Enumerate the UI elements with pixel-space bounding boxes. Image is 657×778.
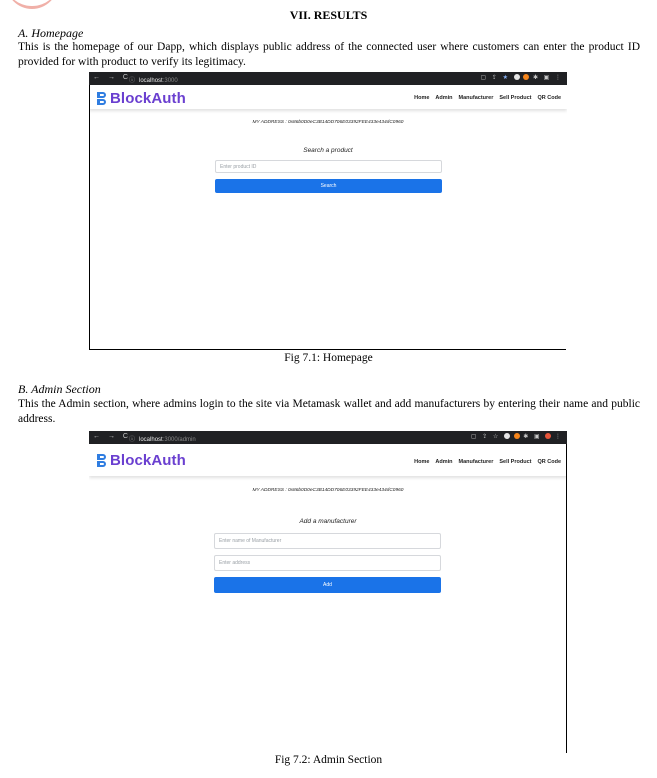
figure-caption-2: Fig 7.2: Admin Section bbox=[274, 754, 383, 766]
menu-item-manufacturer[interactable]: Manufacturer bbox=[458, 95, 494, 101]
app-header bbox=[89, 444, 567, 476]
extensions-icons[interactable]: ▢ ⇪ ★ ✱ ▣ ⋮ bbox=[480, 75, 563, 81]
menu-item-sell-product[interactable]: Sell Product bbox=[499, 95, 532, 101]
browser-toolbar bbox=[89, 431, 567, 444]
section-title: VII. RESULTS bbox=[289, 8, 368, 22]
address-bar[interactable]: ⓘ localhost:3000 bbox=[129, 78, 178, 84]
add-button[interactable]: Add bbox=[214, 577, 441, 593]
extensions-icons[interactable]: ▢ ⇪ ☆ ✱ ▣ ⋮ bbox=[470, 434, 563, 440]
brand-name: BlockAuth bbox=[110, 90, 186, 107]
app-header bbox=[89, 85, 567, 109]
browser-toolbar bbox=[89, 72, 567, 85]
figure-caption-1: Fig 7.1: Homepage bbox=[284, 352, 373, 364]
manufacturer-name-input[interactable]: Enter name of Manufacturer bbox=[214, 533, 441, 549]
nav-arrows-icon[interactable]: ← → C bbox=[93, 74, 131, 81]
nav-menu bbox=[414, 459, 561, 465]
nav-menu bbox=[414, 95, 561, 101]
homepage-heading: A. Homepage bbox=[18, 26, 84, 40]
menu-item-manufacturer[interactable]: Manufacturer bbox=[458, 459, 494, 465]
info-icon: ⓘ bbox=[129, 78, 136, 84]
frame-left-edge bbox=[89, 85, 90, 350]
nav-arrows-icon[interactable]: ← → C bbox=[93, 433, 131, 440]
menu-item-qr-code[interactable]: QR Code bbox=[537, 459, 561, 465]
menu-item-sell-product[interactable]: Sell Product bbox=[499, 459, 532, 465]
blockauth-logo-icon bbox=[97, 454, 106, 468]
form-title: Search a product bbox=[303, 147, 353, 154]
admin-heading: B. Admin Section bbox=[18, 382, 101, 396]
search-button[interactable]: Search bbox=[215, 179, 442, 193]
menu-item-admin[interactable]: Admin bbox=[435, 459, 453, 465]
address-bar[interactable]: ⓘ localhost:3000/admin bbox=[129, 437, 196, 443]
admin-paragraph: This the Admin section, where admins login to the site via Metamask wallet and add manufacturers by entering their name and public address. bbox=[18, 398, 640, 425]
my-address: MY ADDRESS : 0x86b0D0eC3B14DD706E03392FEE433e434dC0960 bbox=[252, 488, 404, 493]
brand[interactable] bbox=[97, 452, 186, 469]
menu-item-home[interactable]: Home bbox=[414, 95, 430, 101]
menu-item-home[interactable]: Home bbox=[414, 459, 430, 465]
admin-screenshot bbox=[89, 431, 567, 753]
brand[interactable] bbox=[97, 90, 186, 107]
info-icon: ⓘ bbox=[129, 437, 136, 443]
frame-bottom-edge bbox=[89, 349, 566, 350]
homepage-paragraph: This is the homepage of our Dapp, which displays public address of the connected user where customers can enter the product ID provided for with product to verify its legitimacy. bbox=[18, 41, 640, 68]
manufacturer-address-input[interactable]: Enter address bbox=[214, 555, 441, 571]
menu-item-qr-code[interactable]: QR Code bbox=[537, 95, 561, 101]
product-id-input[interactable]: Enter product ID bbox=[215, 160, 442, 173]
my-address: MY ADDRESS : 0x86b0D0eC3B14DD706E03392FEE433e434dC0960 bbox=[252, 120, 404, 125]
frame-right-edge bbox=[566, 444, 567, 753]
menu-item-admin[interactable]: Admin bbox=[435, 95, 453, 101]
blockauth-logo-icon bbox=[97, 92, 106, 106]
form-title: Add a manufacturer bbox=[299, 518, 357, 525]
brand-name: BlockAuth bbox=[110, 452, 186, 469]
homepage-screenshot bbox=[89, 72, 567, 350]
